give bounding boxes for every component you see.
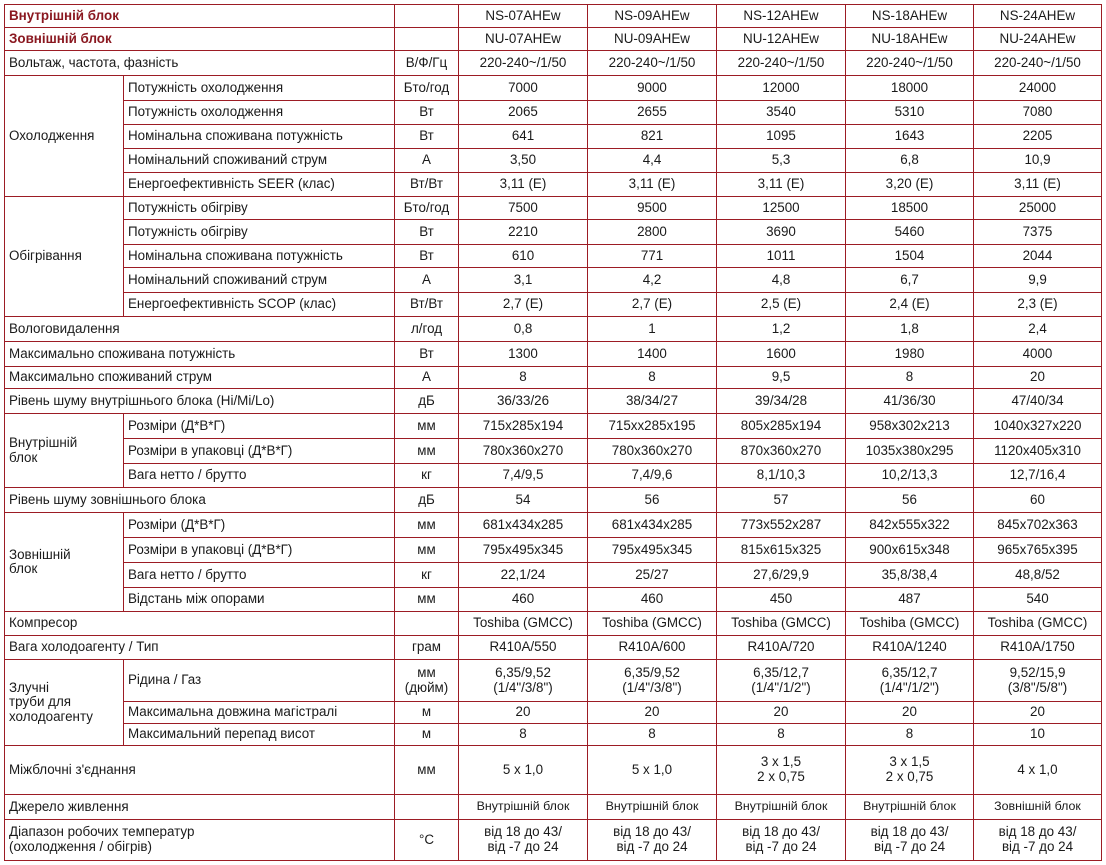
table-cell: 1120x405x310 <box>974 439 1102 464</box>
table-cell: 780x360x270 <box>588 439 717 464</box>
table-cell: 3,11 (E) <box>459 173 588 197</box>
table-cell: 715xx285x195 <box>588 414 717 439</box>
table-cell: 4 x 1,0 <box>974 745 1102 794</box>
table-cell: 60 <box>974 488 1102 513</box>
table-cell: Вт <box>395 245 459 268</box>
table-cell: 1980 <box>846 342 974 367</box>
table-cell: 3,11 (E) <box>717 173 846 197</box>
parameter-label: Потужність охолодження <box>124 101 395 125</box>
table-cell: 870x360x270 <box>717 439 846 464</box>
group-label: Зовнішній блок <box>5 513 124 612</box>
table-cell: 25/27 <box>588 563 717 588</box>
table-cell: Внутрішній блок <box>846 795 974 820</box>
table-cell: 9,5 <box>717 367 846 389</box>
table-cell: 460 <box>588 588 717 612</box>
parameter-label: Внутрішній блок <box>5 5 395 28</box>
spec-row <box>5 149 1102 173</box>
spec-row <box>5 439 1102 464</box>
table-cell: 2205 <box>974 125 1102 149</box>
table-cell: 965x765x395 <box>974 538 1102 563</box>
table-cell: В/Ф/Гц <box>395 50 459 75</box>
parameter-label: Вага нетто / брутто <box>124 563 395 588</box>
table-cell: NS-12AHEw <box>717 5 846 28</box>
table-cell: 2044 <box>974 245 1102 268</box>
table-cell: 460 <box>459 588 588 612</box>
table-cell: 1095 <box>717 125 846 149</box>
table-cell: °C <box>395 820 459 861</box>
table-cell: Toshiba (GMCC) <box>974 612 1102 636</box>
table-cell: 220-240~/1/50 <box>717 50 846 75</box>
parameter-label: Джерело живлення <box>5 795 395 820</box>
table-cell: 540 <box>974 588 1102 612</box>
table-cell: 8,1/10,3 <box>717 464 846 488</box>
table-cell: 27,6/29,9 <box>717 563 846 588</box>
table-cell: 487 <box>846 588 974 612</box>
table-cell: від 18 до 43/ від -7 до 24 <box>974 820 1102 861</box>
table-cell: 7375 <box>974 219 1102 244</box>
table-cell: 20 <box>974 367 1102 389</box>
table-cell: 1035x380x295 <box>846 439 974 464</box>
table-cell: 2,7 (E) <box>459 293 588 317</box>
spec-row <box>5 317 1102 342</box>
table-cell: 6,35/9,52 (1/4"/3/8") <box>459 660 588 702</box>
spec-row <box>5 245 1102 268</box>
spec-row <box>5 367 1102 389</box>
table-cell: 6,35/12,7 (1/4"/1/2") <box>846 660 974 702</box>
table-cell: 610 <box>459 245 588 268</box>
spec-row <box>5 197 1102 220</box>
table-cell: NS-24AHEw <box>974 5 1102 28</box>
spec-row <box>5 464 1102 488</box>
table-cell: NS-09AHEw <box>588 5 717 28</box>
table-cell: 47/40/34 <box>974 389 1102 414</box>
table-cell: Вт <box>395 342 459 367</box>
parameter-label: Номінальна споживана потужність <box>124 245 395 268</box>
table-cell: 771 <box>588 245 717 268</box>
spec-row <box>5 293 1102 317</box>
spec-row <box>5 563 1102 588</box>
parameter-label: Розміри (Д*В*Г) <box>124 513 395 538</box>
table-cell: від 18 до 43/ від -7 до 24 <box>846 820 974 861</box>
table-cell: 8 <box>717 724 846 746</box>
table-cell: 6,8 <box>846 149 974 173</box>
table-cell: Зовнішній блок <box>974 795 1102 820</box>
table-cell: Toshiba (GMCC) <box>717 612 846 636</box>
table-cell: 6,35/12,7 (1/4"/1/2") <box>717 660 846 702</box>
spec-row <box>5 101 1102 125</box>
table-cell: 0,8 <box>459 317 588 342</box>
parameter-label: Відстань між опорами <box>124 588 395 612</box>
specifications-table <box>4 4 1102 861</box>
table-cell: 900x615x348 <box>846 538 974 563</box>
table-cell: 12,7/16,4 <box>974 464 1102 488</box>
table-cell: 7080 <box>974 101 1102 125</box>
table-cell: 220-240~/1/50 <box>974 50 1102 75</box>
table-cell: 845x702x363 <box>974 513 1102 538</box>
table-cell: R410A/1240 <box>846 636 974 660</box>
parameter-label: Максимально споживана потужність <box>5 342 395 367</box>
table-cell: 10 <box>974 724 1102 746</box>
table-cell: 6,35/9,52 (1/4"/3/8") <box>588 660 717 702</box>
spec-row <box>5 724 1102 746</box>
table-cell: А <box>395 149 459 173</box>
parameter-label: Діапазон робочих температур (охолодження / обігрів) <box>5 820 395 861</box>
table-cell: 2,5 (E) <box>717 293 846 317</box>
spec-row <box>5 636 1102 660</box>
table-cell: 9,52/15,9 (3/8"/5/8") <box>974 660 1102 702</box>
table-cell: Внутрішній блок <box>588 795 717 820</box>
spec-row <box>5 745 1102 794</box>
table-cell: 5,3 <box>717 149 846 173</box>
parameter-label: Номінальний споживаний струм <box>124 149 395 173</box>
table-cell: 5 x 1,0 <box>588 745 717 794</box>
group-label: Внутрішній блок <box>5 414 124 488</box>
table-cell: 641 <box>459 125 588 149</box>
table-cell: 12000 <box>717 75 846 100</box>
table-cell: 20 <box>846 702 974 724</box>
table-cell: 3,1 <box>459 267 588 292</box>
table-cell: 3 x 1,5 2 x 0,75 <box>846 745 974 794</box>
table-cell <box>395 27 459 50</box>
table-cell: 1504 <box>846 245 974 268</box>
table-cell <box>395 795 459 820</box>
table-cell: 681x434x285 <box>459 513 588 538</box>
spec-row <box>5 389 1102 414</box>
table-cell: 7,4/9,5 <box>459 464 588 488</box>
table-cell: Вт <box>395 101 459 125</box>
table-cell: 773x552x287 <box>717 513 846 538</box>
table-cell: 815x615x325 <box>717 538 846 563</box>
table-cell: кг <box>395 464 459 488</box>
table-cell: 8 <box>846 724 974 746</box>
table-cell: 8 <box>459 367 588 389</box>
table-cell: 220-240~/1/50 <box>459 50 588 75</box>
group-label: Злучні труби для холодоагенту <box>5 660 124 746</box>
table-cell: від 18 до 43/ від -7 до 24 <box>588 820 717 861</box>
parameter-label: Максимально споживаний струм <box>5 367 395 389</box>
table-cell: 56 <box>846 488 974 513</box>
spec-row <box>5 173 1102 197</box>
parameter-label: Енергоефективність SEER (клас) <box>124 173 395 197</box>
spec-row <box>5 342 1102 367</box>
parameter-label: Максимальна довжина магістралі <box>124 702 395 724</box>
table-cell: 1600 <box>717 342 846 367</box>
table-cell: 8 <box>459 724 588 746</box>
table-cell: Вт/Вт <box>395 173 459 197</box>
table-cell: 1643 <box>846 125 974 149</box>
spec-row <box>5 125 1102 149</box>
parameter-label: Зовнішній блок <box>5 27 395 50</box>
table-cell: 3690 <box>717 219 846 244</box>
table-cell: 8 <box>846 367 974 389</box>
table-cell: 5310 <box>846 101 974 125</box>
group-label: Охолодження <box>5 75 124 196</box>
table-cell: 715x285x194 <box>459 414 588 439</box>
table-cell: 18500 <box>846 197 974 220</box>
parameter-label: Максимальний перепад висот <box>124 724 395 746</box>
table-cell: Внутрішній блок <box>717 795 846 820</box>
spec-row <box>5 75 1102 100</box>
spec-row <box>5 50 1102 75</box>
table-cell: дБ <box>395 488 459 513</box>
table-cell <box>395 5 459 28</box>
parameter-label: Номінальна споживана потужність <box>124 125 395 149</box>
table-cell: А <box>395 267 459 292</box>
table-cell: 20 <box>717 702 846 724</box>
table-cell: 24000 <box>974 75 1102 100</box>
table-cell: 681x434x285 <box>588 513 717 538</box>
table-cell: 8 <box>588 367 717 389</box>
spec-row <box>5 538 1102 563</box>
table-cell: NU-07AHEw <box>459 27 588 50</box>
parameter-label: Рівень шуму внутрішнього блока (Hi/Mi/Lo) <box>5 389 395 414</box>
table-cell: 220-240~/1/50 <box>588 50 717 75</box>
table-cell: м <box>395 724 459 746</box>
table-cell: 1300 <box>459 342 588 367</box>
table-cell: мм <box>395 439 459 464</box>
table-cell: NU-09AHEw <box>588 27 717 50</box>
parameter-label: Розміри (Д*В*Г) <box>124 414 395 439</box>
table-cell: 1 <box>588 317 717 342</box>
spec-row <box>5 702 1102 724</box>
table-cell: 4,4 <box>588 149 717 173</box>
table-cell: R410A/600 <box>588 636 717 660</box>
table-cell: 39/34/28 <box>717 389 846 414</box>
table-cell: 805x285x194 <box>717 414 846 439</box>
parameter-label: Вага холодоагенту / Тип <box>5 636 395 660</box>
table-cell: л/год <box>395 317 459 342</box>
table-cell: 41/36/30 <box>846 389 974 414</box>
table-cell: 10,2/13,3 <box>846 464 974 488</box>
table-cell: 220-240~/1/50 <box>846 50 974 75</box>
table-cell: 2,7 (E) <box>588 293 717 317</box>
table-cell: мм <box>395 745 459 794</box>
table-cell: 958x302x213 <box>846 414 974 439</box>
table-cell: 10,9 <box>974 149 1102 173</box>
table-cell: від 18 до 43/ від -7 до 24 <box>717 820 846 861</box>
parameter-label: Розміри в упаковці (Д*В*Г) <box>124 538 395 563</box>
table-cell: дБ <box>395 389 459 414</box>
table-cell: 4000 <box>974 342 1102 367</box>
table-cell <box>395 612 459 636</box>
parameter-label: Вологовидалення <box>5 317 395 342</box>
table-cell: 780x360x270 <box>459 439 588 464</box>
table-cell: 842x555x322 <box>846 513 974 538</box>
table-cell: NU-12AHEw <box>717 27 846 50</box>
spec-row <box>5 414 1102 439</box>
table-cell: 795x495x345 <box>588 538 717 563</box>
table-cell: Вт <box>395 125 459 149</box>
table-cell: мм <box>395 538 459 563</box>
parameter-label: Вольтаж, частота, фазність <box>5 50 395 75</box>
table-cell: 2,4 (E) <box>846 293 974 317</box>
parameter-label: Енергоефективність SCOP (клас) <box>124 293 395 317</box>
table-cell: 3,20 (E) <box>846 173 974 197</box>
table-cell: 450 <box>717 588 846 612</box>
table-cell: 3540 <box>717 101 846 125</box>
table-cell: NS-18AHEw <box>846 5 974 28</box>
table-cell: кг <box>395 563 459 588</box>
parameter-label: Компресор <box>5 612 395 636</box>
parameter-label: Рідина / Газ <box>124 660 395 702</box>
table-cell: 1,2 <box>717 317 846 342</box>
table-cell: 5 x 1,0 <box>459 745 588 794</box>
table-cell: 20 <box>588 702 717 724</box>
table-cell: Вт <box>395 219 459 244</box>
header-row <box>5 27 1102 50</box>
table-cell: 3,50 <box>459 149 588 173</box>
spec-row <box>5 513 1102 538</box>
table-cell: 18000 <box>846 75 974 100</box>
table-cell: R410A/1750 <box>974 636 1102 660</box>
table-cell: NU-24AHEw <box>974 27 1102 50</box>
table-cell: 3 x 1,5 2 x 0,75 <box>717 745 846 794</box>
table-cell: Вт/Вт <box>395 293 459 317</box>
table-cell: 6,7 <box>846 267 974 292</box>
table-cell: 57 <box>717 488 846 513</box>
group-label: Обігрівання <box>5 197 124 317</box>
table-cell: 3,11 (E) <box>974 173 1102 197</box>
table-cell: 38/34/27 <box>588 389 717 414</box>
table-cell: 35,8/38,4 <box>846 563 974 588</box>
table-cell: Внутрішній блок <box>459 795 588 820</box>
table-cell: NU-18AHEw <box>846 27 974 50</box>
table-cell: 4,8 <box>717 267 846 292</box>
spec-row <box>5 219 1102 244</box>
parameter-label: Вага нетто / брутто <box>124 464 395 488</box>
table-cell: 2,3 (E) <box>974 293 1102 317</box>
table-cell: Toshiba (GMCC) <box>846 612 974 636</box>
table-cell: 1400 <box>588 342 717 367</box>
table-cell: від 18 до 43/ від -7 до 24 <box>459 820 588 861</box>
table-cell: Бто/год <box>395 75 459 100</box>
table-cell: мм <box>395 513 459 538</box>
table-cell: 9500 <box>588 197 717 220</box>
parameter-label: Рівень шуму зовнішнього блока <box>5 488 395 513</box>
header-row <box>5 5 1102 28</box>
table-cell: 1011 <box>717 245 846 268</box>
table-cell: 1,8 <box>846 317 974 342</box>
table-cell: 9,9 <box>974 267 1102 292</box>
spec-row <box>5 612 1102 636</box>
table-cell: R410A/550 <box>459 636 588 660</box>
table-cell: 5460 <box>846 219 974 244</box>
table-cell: R410A/720 <box>717 636 846 660</box>
spec-row <box>5 795 1102 820</box>
table-cell: 2655 <box>588 101 717 125</box>
table-cell: А <box>395 367 459 389</box>
table-cell: 7500 <box>459 197 588 220</box>
table-cell: 2800 <box>588 219 717 244</box>
parameter-label: Розміри в упаковці (Д*В*Г) <box>124 439 395 464</box>
table-cell: 12500 <box>717 197 846 220</box>
table-cell: 25000 <box>974 197 1102 220</box>
table-cell: 54 <box>459 488 588 513</box>
table-cell: Toshiba (GMCC) <box>588 612 717 636</box>
table-cell: 2065 <box>459 101 588 125</box>
spec-row <box>5 488 1102 513</box>
table-cell: грам <box>395 636 459 660</box>
table-cell: Бто/год <box>395 197 459 220</box>
table-cell: 8 <box>588 724 717 746</box>
table-cell: 795x495x345 <box>459 538 588 563</box>
parameter-label: Потужність обігріву <box>124 219 395 244</box>
table-cell: Toshiba (GMCC) <box>459 612 588 636</box>
table-cell: 20 <box>459 702 588 724</box>
table-cell: 821 <box>588 125 717 149</box>
table-cell: м <box>395 702 459 724</box>
spec-row <box>5 820 1102 861</box>
parameter-label: Потужність охолодження <box>124 75 395 100</box>
table-cell: 2210 <box>459 219 588 244</box>
spec-row <box>5 588 1102 612</box>
parameter-label: Номінальний споживаний струм <box>124 267 395 292</box>
table-cell: мм (дюйм) <box>395 660 459 702</box>
spec-row <box>5 660 1102 702</box>
table-cell: мм <box>395 414 459 439</box>
parameter-label: Потужність обігріву <box>124 197 395 220</box>
table-cell: NS-07AHEw <box>459 5 588 28</box>
table-cell: 36/33/26 <box>459 389 588 414</box>
parameter-label: Міжблочні з'єднання <box>5 745 395 794</box>
table-cell: мм <box>395 588 459 612</box>
table-cell: 7,4/9,6 <box>588 464 717 488</box>
table-cell: 3,11 (E) <box>588 173 717 197</box>
table-cell: 4,2 <box>588 267 717 292</box>
table-cell: 56 <box>588 488 717 513</box>
table-cell: 7000 <box>459 75 588 100</box>
table-cell: 9000 <box>588 75 717 100</box>
table-cell: 20 <box>974 702 1102 724</box>
table-cell: 48,8/52 <box>974 563 1102 588</box>
table-cell: 2,4 <box>974 317 1102 342</box>
table-cell: 1040x327x220 <box>974 414 1102 439</box>
spec-row <box>5 267 1102 292</box>
table-cell: 22,1/24 <box>459 563 588 588</box>
